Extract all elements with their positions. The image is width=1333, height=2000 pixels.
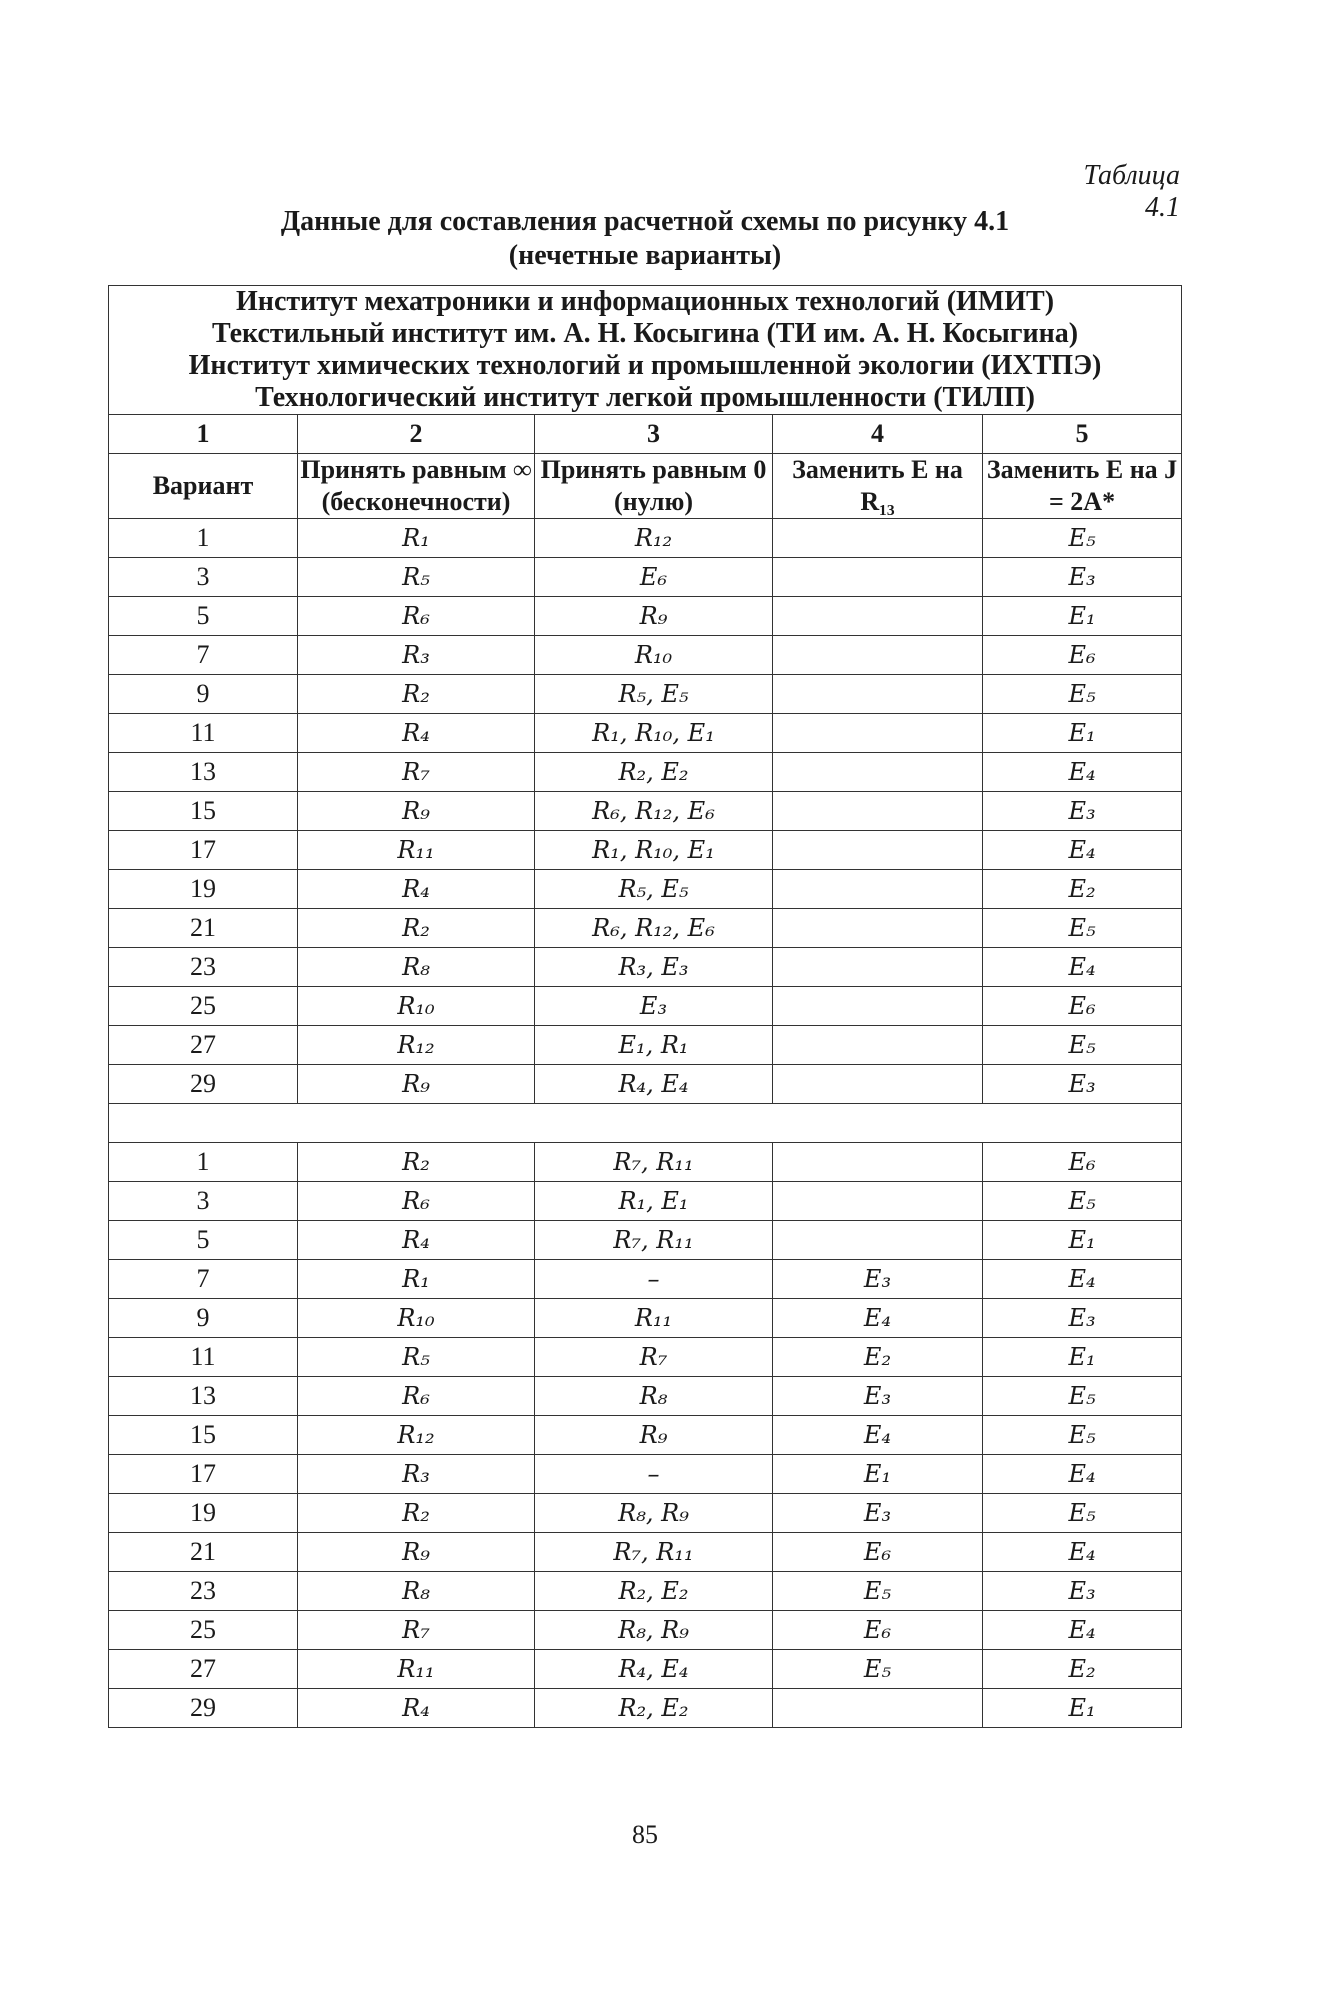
table-row — [109, 1416, 1182, 1455]
table-row — [109, 831, 1182, 870]
data-table — [108, 285, 1182, 1728]
zero-cell: R₅, E₅ — [535, 675, 773, 714]
replace-j-cell: E₄ — [983, 1260, 1182, 1299]
zero-cell: R₅, E₅ — [535, 870, 773, 909]
variant-cell: 5 — [109, 597, 298, 636]
variant-cell: 3 — [109, 1182, 298, 1221]
group-separator-cell — [109, 1104, 1182, 1143]
table-row — [109, 948, 1182, 987]
table-caption: Таблица 4.1 — [1083, 160, 1180, 223]
zero-cell: R₃, E₃ — [535, 948, 773, 987]
header-row — [109, 454, 1182, 519]
replace-j-cell: E₅ — [983, 1377, 1182, 1416]
column-number: 3 — [535, 415, 773, 454]
replace-r13-cell — [773, 948, 983, 987]
table-row — [109, 597, 1182, 636]
institutes-cell — [109, 286, 1182, 415]
column-number-row — [109, 415, 1182, 454]
infinity-cell: R₄ — [298, 714, 535, 753]
table-row — [109, 1611, 1182, 1650]
replace-j-cell: E₃ — [983, 1572, 1182, 1611]
table-row — [109, 870, 1182, 909]
table-row — [109, 1455, 1182, 1494]
table-row — [109, 1533, 1182, 1572]
replace-j-cell: E₁ — [983, 1689, 1182, 1728]
variant-cell: 11 — [109, 714, 298, 753]
table-row — [109, 1260, 1182, 1299]
table-row — [109, 714, 1182, 753]
infinity-cell: R₂ — [298, 909, 535, 948]
infinity-cell: R₁ — [298, 519, 535, 558]
zero-cell: R₆, R₁₂, E₆ — [535, 792, 773, 831]
zero-cell: R₂, E₂ — [535, 1689, 773, 1728]
infinity-cell: R₃ — [298, 1455, 535, 1494]
replace-r13-cell — [773, 753, 983, 792]
zero-cell: R₂, E₂ — [535, 753, 773, 792]
variant-cell: 15 — [109, 1416, 298, 1455]
zero-cell: R₁₀ — [535, 636, 773, 675]
replace-r13-cell: E₂ — [773, 1338, 983, 1377]
group-separator — [109, 1104, 1182, 1143]
replace-r13-cell: E₆ — [773, 1611, 983, 1650]
replace-j-cell: E₁ — [983, 1221, 1182, 1260]
replace-j-cell: E₅ — [983, 1182, 1182, 1221]
zero-cell: R₁₂ — [535, 519, 773, 558]
variant-cell: 29 — [109, 1689, 298, 1728]
infinity-cell: R₆ — [298, 597, 535, 636]
replace-j-cell: E₄ — [983, 753, 1182, 792]
column-number: 2 — [298, 415, 535, 454]
infinity-cell: R₉ — [298, 1533, 535, 1572]
replace-j-cell: E₅ — [983, 1026, 1182, 1065]
zero-cell: R₁, R₁₀, E₁ — [535, 831, 773, 870]
table-row — [109, 1494, 1182, 1533]
variant-cell: 25 — [109, 1611, 298, 1650]
page-number: 85 — [632, 1820, 658, 1849]
replace-j-cell: E₃ — [983, 1299, 1182, 1338]
replace-j-cell: E₂ — [983, 870, 1182, 909]
zero-cell: R₈, R₉ — [535, 1611, 773, 1650]
replace-j-cell: E₃ — [983, 1065, 1182, 1104]
variant-cell: 13 — [109, 1377, 298, 1416]
table-row — [109, 1182, 1182, 1221]
replace-r13-cell: E₄ — [773, 1299, 983, 1338]
replace-r13-cell — [773, 1143, 983, 1182]
replace-j-cell: E₃ — [983, 558, 1182, 597]
variant-cell: 1 — [109, 1143, 298, 1182]
replace-r13-cell — [773, 714, 983, 753]
variant-cell: 21 — [109, 909, 298, 948]
zero-cell: R₇, R₁₁ — [535, 1221, 773, 1260]
infinity-cell: R₄ — [298, 1221, 535, 1260]
infinity-cell: R₇ — [298, 753, 535, 792]
institute-name: Институт химических технологий и промышленной экологии (ИХТПЭ) — [188, 350, 1102, 381]
zero-cell: R₈ — [535, 1377, 773, 1416]
zero-cell: R₁, R₁₀, E₁ — [535, 714, 773, 753]
infinity-cell: R₁₁ — [298, 831, 535, 870]
replace-r13-cell: E₃ — [773, 1494, 983, 1533]
infinity-cell: R₁ — [298, 1260, 535, 1299]
replace-r13-cell — [773, 558, 983, 597]
replace-j-cell: E₄ — [983, 1533, 1182, 1572]
variant-cell: 13 — [109, 753, 298, 792]
table-row — [109, 909, 1182, 948]
infinity-cell: R₃ — [298, 636, 535, 675]
variant-cell: 25 — [109, 987, 298, 1026]
replace-j-cell: E₄ — [983, 1455, 1182, 1494]
replace-r13-cell: E₅ — [773, 1572, 983, 1611]
variant-cell: 3 — [109, 558, 298, 597]
infinity-cell: R₇ — [298, 1611, 535, 1650]
table-title — [110, 205, 1180, 273]
infinity-cell: R₂ — [298, 1494, 535, 1533]
replace-r13-cell — [773, 909, 983, 948]
variant-cell: 9 — [109, 1299, 298, 1338]
replace-j-cell: E₄ — [983, 1611, 1182, 1650]
header-zero: Принять равным 0 (нулю) — [535, 454, 773, 519]
variant-cell: 27 — [109, 1650, 298, 1689]
table-row — [109, 1650, 1182, 1689]
zero-cell: R₁₁ — [535, 1299, 773, 1338]
replace-j-cell: E₅ — [983, 1416, 1182, 1455]
infinity-cell: R₁₀ — [298, 1299, 535, 1338]
zero-cell: R₈, R₉ — [535, 1494, 773, 1533]
variant-cell: 17 — [109, 1455, 298, 1494]
replace-r13-cell — [773, 1182, 983, 1221]
replace-r13-cell — [773, 675, 983, 714]
replace-j-cell: E₁ — [983, 597, 1182, 636]
table-row — [109, 558, 1182, 597]
infinity-cell: R₈ — [298, 948, 535, 987]
title-line: (нечетные варианты) — [508, 240, 782, 271]
column-number: 4 — [773, 415, 983, 454]
zero-cell: R₇, R₁₁ — [535, 1533, 773, 1572]
zero-cell: R₇, R₁₁ — [535, 1143, 773, 1182]
infinity-cell: R₉ — [298, 1065, 535, 1104]
replace-j-cell: E₅ — [983, 519, 1182, 558]
column-number: 1 — [109, 415, 298, 454]
infinity-cell: R₆ — [298, 1182, 535, 1221]
replace-r13-cell — [773, 870, 983, 909]
replace-j-cell: E₄ — [983, 948, 1182, 987]
replace-r13-cell — [773, 597, 983, 636]
replace-j-cell: E₄ — [983, 831, 1182, 870]
replace-r13-cell — [773, 987, 983, 1026]
title-line: Данные для составления расчетной схемы по рисунку 4.1 — [280, 206, 1010, 237]
table-row — [109, 1689, 1182, 1728]
column-number: 5 — [983, 415, 1182, 454]
replace-r13-cell — [773, 792, 983, 831]
replace-r13-cell — [773, 1026, 983, 1065]
replace-j-cell: E₆ — [983, 636, 1182, 675]
replace-j-cell: E₂ — [983, 1650, 1182, 1689]
variant-cell: 5 — [109, 1221, 298, 1260]
replace-j-cell: E₃ — [983, 792, 1182, 831]
variant-cell: 15 — [109, 792, 298, 831]
replace-r13-cell — [773, 1065, 983, 1104]
replace-j-cell: E₅ — [983, 675, 1182, 714]
zero-cell: R₉ — [535, 597, 773, 636]
zero-cell: R₄, E₄ — [535, 1065, 773, 1104]
replace-r13-cell — [773, 1221, 983, 1260]
table-row — [109, 1299, 1182, 1338]
variant-cell: 11 — [109, 1338, 298, 1377]
infinity-cell: R₂ — [298, 675, 535, 714]
table-row — [109, 753, 1182, 792]
header-replace-r13: Заменить E на R₁₃ — [773, 454, 983, 519]
table-row — [109, 1221, 1182, 1260]
infinity-cell: R₅ — [298, 558, 535, 597]
table-row — [109, 675, 1182, 714]
infinity-cell: R₁₂ — [298, 1026, 535, 1065]
replace-r13-cell — [773, 1689, 983, 1728]
replace-j-cell: E₆ — [983, 1143, 1182, 1182]
variant-cell: 7 — [109, 1260, 298, 1299]
table-row — [109, 1338, 1182, 1377]
zero-cell: R₆, R₁₂, E₆ — [535, 909, 773, 948]
zero-cell: R₂, E₂ — [535, 1572, 773, 1611]
replace-r13-cell — [773, 519, 983, 558]
replace-j-cell: E₁ — [983, 1338, 1182, 1377]
table-row — [109, 519, 1182, 558]
zero-cell: E₁, R₁ — [535, 1026, 773, 1065]
variant-cell: 23 — [109, 1572, 298, 1611]
variant-cell: 29 — [109, 1065, 298, 1104]
zero-cell: R₇ — [535, 1338, 773, 1377]
replace-j-cell: E₅ — [983, 909, 1182, 948]
table-row — [109, 1377, 1182, 1416]
zero-cell: R₉ — [535, 1416, 773, 1455]
infinity-cell: R₈ — [298, 1572, 535, 1611]
variant-cell: 7 — [109, 636, 298, 675]
infinity-cell: R₄ — [298, 870, 535, 909]
table-row — [109, 636, 1182, 675]
zero-cell: E₆ — [535, 558, 773, 597]
infinity-cell: R₁₂ — [298, 1416, 535, 1455]
table-row — [109, 792, 1182, 831]
replace-r13-cell: E₆ — [773, 1533, 983, 1572]
variant-cell: 23 — [109, 948, 298, 987]
institute-name: Институт мехатроники и информационных технологий (ИМИТ) — [236, 286, 1055, 317]
replace-r13-cell: E₃ — [773, 1260, 983, 1299]
variant-cell: 9 — [109, 675, 298, 714]
infinity-cell: R₄ — [298, 1689, 535, 1728]
zero-cell: R₄, E₄ — [535, 1650, 773, 1689]
variant-cell: 21 — [109, 1533, 298, 1572]
table-row — [109, 1026, 1182, 1065]
infinity-cell: R₆ — [298, 1377, 535, 1416]
replace-r13-cell — [773, 831, 983, 870]
zero-cell: – — [535, 1455, 773, 1494]
table-row — [109, 1572, 1182, 1611]
header-replace-j: Заменить E на J = 2A* — [983, 454, 1182, 519]
variant-cell: 19 — [109, 1494, 298, 1533]
zero-cell: E₃ — [535, 987, 773, 1026]
table-row — [109, 1065, 1182, 1104]
variant-cell: 17 — [109, 831, 298, 870]
institute-name: Текстильный институт им. А. Н. Косыгина (ТИ им. А. Н. Косыгина) — [212, 318, 1079, 349]
replace-j-cell: E₁ — [983, 714, 1182, 753]
institute-name: Технологический институт легкой промышленности (ТИЛП) — [255, 382, 1035, 413]
variant-cell: 27 — [109, 1026, 298, 1065]
variant-cell: 1 — [109, 519, 298, 558]
zero-cell: R₁, E₁ — [535, 1182, 773, 1221]
table-row — [109, 1143, 1182, 1182]
replace-r13-cell — [773, 636, 983, 675]
replace-j-cell: E₅ — [983, 1494, 1182, 1533]
table-row — [109, 987, 1182, 1026]
replace-r13-cell: E₅ — [773, 1650, 983, 1689]
infinity-cell: R₉ — [298, 792, 535, 831]
zero-cell: – — [535, 1260, 773, 1299]
header-infinity: Принять равным ∞ (бесконечности) — [298, 454, 535, 519]
infinity-cell: R₂ — [298, 1143, 535, 1182]
infinity-cell: R₁₁ — [298, 1650, 535, 1689]
replace-r13-cell: E₄ — [773, 1416, 983, 1455]
variant-cell: 19 — [109, 870, 298, 909]
replace-r13-cell: E₃ — [773, 1377, 983, 1416]
institutes-row — [109, 286, 1182, 415]
infinity-cell: R₅ — [298, 1338, 535, 1377]
replace-j-cell: E₆ — [983, 987, 1182, 1026]
replace-r13-cell: E₁ — [773, 1455, 983, 1494]
infinity-cell: R₁₀ — [298, 987, 535, 1026]
header-variant: Вариант — [109, 454, 298, 519]
